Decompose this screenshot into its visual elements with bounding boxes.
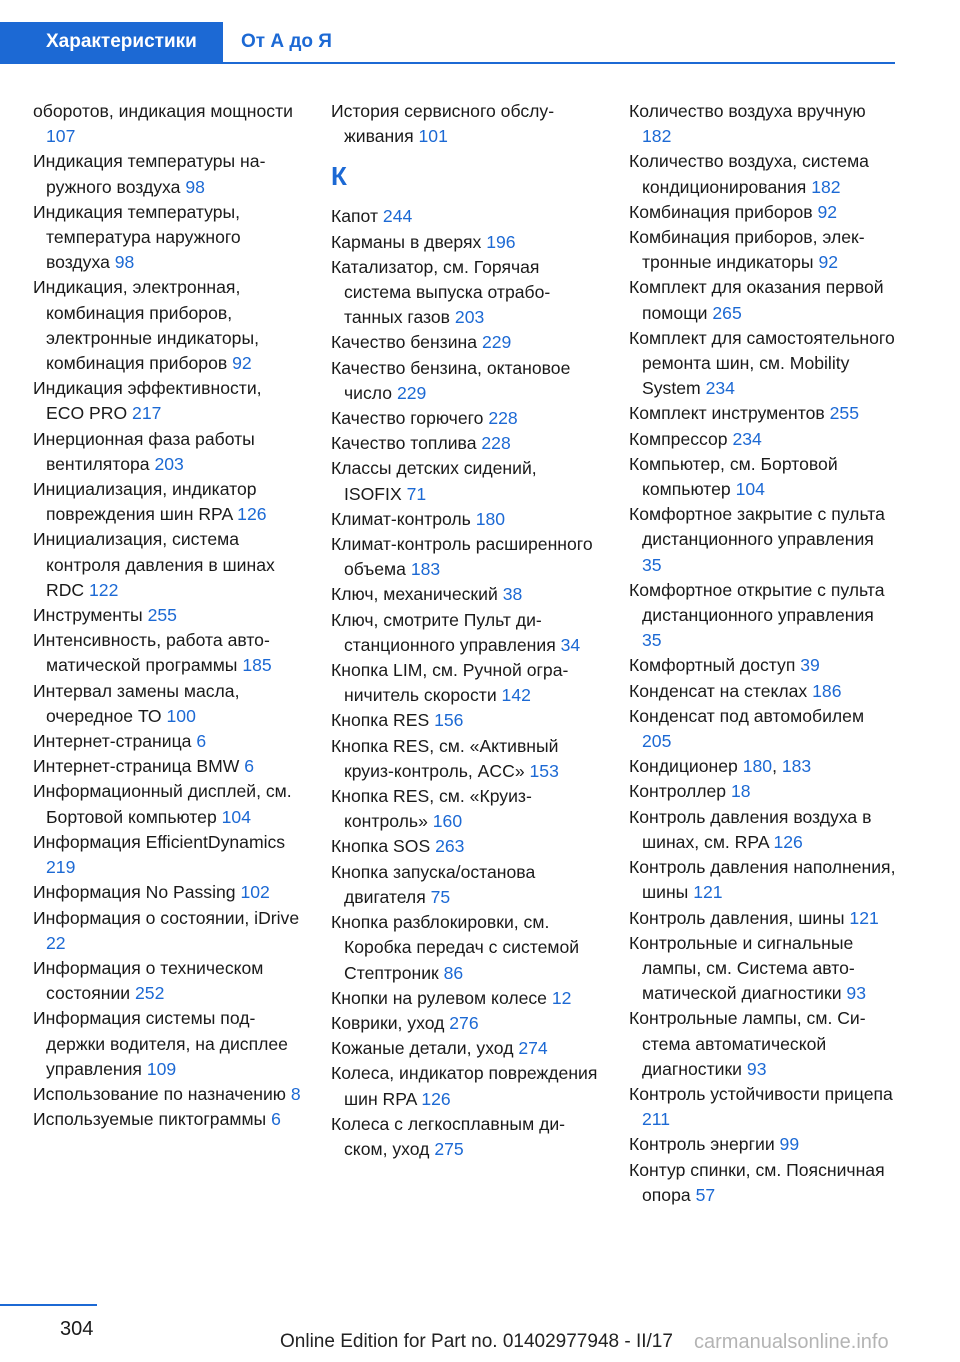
index-term: Комплект инструментов (629, 403, 825, 424)
page-link[interactable]: 211 (642, 1109, 671, 1130)
index-entry (331, 834, 599, 859)
index-term: Контроль устойчивости прицепа (629, 1083, 893, 1104)
index-entry (331, 910, 599, 986)
page-link[interactable]: 219 (46, 857, 76, 878)
index-term: Комфортный доступ (629, 655, 796, 676)
index-entry (629, 1006, 897, 1082)
watermark: carmanualsonline.info (694, 1331, 889, 1353)
page-link[interactable]: 217 (132, 403, 162, 424)
index-term: Компрессор (629, 428, 728, 449)
index-term: Инструменты (33, 605, 143, 626)
index-term: Контроль давления, шины (629, 907, 845, 928)
index-term: Использование по назначению (33, 1083, 286, 1104)
index-term: Комбинация приборов (629, 201, 813, 222)
index-term: Интенсивность, работа автоматической программы (33, 630, 270, 676)
index-term: Классы детских сидений, ISOFIX (331, 458, 537, 504)
index-term: Количество воздуха вручную (629, 101, 866, 121)
page-link[interactable]: 228 (488, 408, 518, 429)
page-link[interactable]: 153 (529, 760, 559, 781)
index-term: Интернет-страница (33, 731, 192, 752)
page-link[interactable]: 156 (434, 710, 464, 731)
index-entry (33, 830, 301, 880)
index-term: Коврики, уход (331, 1012, 445, 1033)
page-link[interactable]: 121 (849, 907, 879, 928)
page-link[interactable]: 92 (818, 252, 839, 273)
index-term: Кнопка LIM, см. Ручной ограничитель скорости (331, 660, 569, 706)
index-entry (629, 855, 897, 905)
page-link[interactable]: 6 (271, 1109, 281, 1130)
page-link[interactable]: 263 (435, 836, 465, 857)
page-link[interactable]: 229 (481, 332, 512, 353)
index-term: Карманы в дверях (331, 231, 482, 252)
section-tabbar (0, 22, 895, 64)
index-entry (33, 880, 301, 905)
index-entry (331, 99, 599, 149)
index-term: Инициализация, индикатор повреждения шин RPA (33, 479, 257, 525)
index-entry (629, 99, 897, 149)
page-link[interactable]: 6 (244, 756, 255, 777)
index-entry (331, 608, 599, 658)
page-link[interactable]: 183 (781, 756, 812, 777)
index-term: Индикация температуры наружного воздуха (33, 151, 266, 197)
index-entry (33, 477, 301, 527)
index-term: Контур спинки, см. Поясничная опора (629, 1159, 885, 1205)
index-term: Капот (331, 206, 379, 227)
index-entry (33, 779, 301, 829)
index-term: Интервал замены масла, очередное ТО (33, 680, 240, 726)
index-term: Комбинация приборов, электронные индикаторы (629, 227, 865, 273)
page-link[interactable]: 265 (712, 302, 742, 323)
page-link[interactable]: 186 (812, 680, 842, 701)
index-entry (33, 628, 301, 678)
index-term: Кнопка RES, см. «Активный круиз-контроль, ACC» (331, 735, 559, 781)
page-link[interactable]: 121 (693, 882, 723, 903)
page-link[interactable]: 86 (443, 962, 464, 983)
edition-info: Online Edition for Part no. 01402977948 - II/17 (280, 1331, 673, 1352)
index-entry (33, 754, 301, 779)
index-entry (33, 906, 301, 956)
index-term: Комфортное открытие с пульта дистанционного управления (629, 579, 885, 626)
index-entry (331, 255, 599, 331)
page-link[interactable]: 180 (475, 508, 506, 529)
index-entry (331, 582, 599, 607)
page-link[interactable]: 126 (421, 1088, 451, 1109)
index-entry (629, 704, 897, 754)
index-term: Индикация, электронная, комбинация приборов, электронные индикаторы, комбинация приборов (33, 277, 259, 374)
index-entry (331, 1036, 599, 1061)
index-entry (629, 653, 897, 678)
page-link[interactable]: 196 (486, 231, 516, 252)
page-link[interactable]: 276 (449, 1012, 479, 1033)
page-link[interactable]: 234 (732, 428, 762, 449)
index-entry (331, 456, 599, 506)
index-column-3 (629, 99, 897, 1208)
index-term: Кондиционер (629, 756, 738, 777)
page-link[interactable]: 98 (185, 176, 205, 197)
page-link[interactable]: 104 (735, 479, 765, 500)
page-link[interactable]: 203 (454, 307, 485, 328)
page-link[interactable]: 102 (240, 882, 270, 903)
index-term: Информация о состоянии, iDrive (33, 907, 300, 928)
index-term: Контрольные лампы, см. Система автоматической диагностики (629, 1008, 866, 1079)
index-term: Интернет-страница BMW (33, 756, 240, 777)
index-term: Кнопки на рулевом колесе (331, 987, 547, 1008)
index-entry (33, 1107, 301, 1132)
page-link[interactable]: 104 (221, 806, 251, 827)
page-link[interactable]: 39 (800, 655, 820, 676)
index-entry (33, 427, 301, 477)
index-entry (629, 1158, 897, 1208)
index-term: Комфортное закрытие с пульта дистанционного управления (629, 504, 885, 550)
page-link[interactable]: 100 (166, 705, 196, 726)
page-link[interactable]: 182 (811, 176, 841, 197)
index-entry (331, 658, 599, 708)
index-entry (629, 1082, 897, 1132)
index-entry (331, 204, 599, 229)
index-entry (629, 149, 897, 199)
page-link[interactable]: 75 (430, 886, 451, 907)
page-link[interactable]: 160 (432, 811, 463, 832)
page-link[interactable]: 228 (481, 433, 511, 454)
index-term: Компьютер, см. Бортовой компьютер (629, 453, 838, 500)
page-link[interactable]: 6 (196, 731, 207, 752)
index-entry (331, 708, 599, 733)
page-link[interactable]: 35 (642, 554, 662, 575)
page-link[interactable]: 93 (846, 983, 866, 1004)
index-term: Информационный дисплей, см. Бортовой компьютер (33, 781, 292, 827)
page-link[interactable]: 38 (502, 584, 523, 605)
index-term: Кожаные детали, уход (331, 1038, 514, 1059)
index-entry (33, 679, 301, 729)
index-term: Ключ, смотрите Пульт дистанционного управления (331, 609, 556, 655)
index-entry (331, 1061, 599, 1111)
index-entry (629, 906, 897, 931)
index-entry (331, 406, 599, 431)
index-term: Кнопка запуска/останова двигателя (331, 861, 536, 907)
page-link[interactable]: 109 (146, 1058, 177, 1079)
index-term: Используемые пиктограммы (33, 1109, 267, 1130)
index-term: Информация системы поддержки водителя, на дисплее управления (33, 1008, 288, 1079)
page-link[interactable]: 57 (695, 1184, 716, 1205)
index-term: Катализатор, см. Горячая система выпуска отработанных газов (331, 256, 551, 328)
page-link[interactable]: 12 (551, 987, 572, 1008)
index-term: Индикация температуры, температура наружного воздуха (33, 201, 241, 273)
page-link[interactable]: 234 (705, 378, 735, 399)
index-term: Климат-контроль (331, 508, 471, 529)
index-column-1 (33, 99, 301, 1132)
index-entry (33, 527, 301, 603)
page-link[interactable]: 122 (89, 579, 119, 600)
index-term: История сервисного обслуживания (331, 101, 555, 147)
index-term: Колеса, индикатор повреждения шин RPA (331, 1063, 598, 1109)
index-term: Конденсат под автомобилем (629, 705, 865, 726)
index-entry (629, 401, 897, 426)
index-entry (33, 729, 301, 754)
page-number: 304 (60, 1318, 94, 1340)
index-term: Контроль давления воздуха в шинах, см. RPA (629, 806, 872, 852)
tab-a-to-z[interactable]: От А до Я (241, 31, 332, 52)
page-link[interactable]: 101 (418, 126, 448, 147)
index-term: Контрольные и сигнальные лампы, см. Система автоматической диагностики (629, 932, 855, 1004)
page-link[interactable]: 107 (46, 126, 76, 147)
page-link[interactable]: 252 (135, 983, 165, 1004)
index-entry (331, 784, 599, 834)
index-term: Контроль энергии (629, 1134, 775, 1155)
index-entry (331, 860, 599, 910)
index-entry (331, 356, 599, 406)
index-entry (33, 149, 301, 199)
page-link[interactable]: 183 (410, 559, 441, 580)
index-entry (629, 452, 897, 502)
index-entry (33, 275, 301, 376)
index-term: Контроллер (629, 781, 727, 802)
index-term: Качество бензина (331, 332, 478, 353)
index-term: Индикация эффективности, ECO PRO (33, 378, 262, 424)
page-link[interactable]: 71 (406, 483, 427, 504)
index-entry (629, 326, 897, 402)
index-term: Информация о техническом состоянии (33, 957, 264, 1004)
index-entry (331, 1011, 599, 1036)
page-link[interactable]: 142 (501, 685, 531, 706)
index-term: Кнопка RES (331, 710, 430, 731)
index-term: Кнопка RES, см. «Круиз-контроль» (331, 786, 532, 832)
index-entry (331, 532, 599, 582)
index-entry (629, 225, 897, 275)
index-entry (629, 679, 897, 704)
index-term: Колеса с легкосплавным диском, уход (331, 1113, 566, 1159)
page-link[interactable]: 275 (434, 1138, 464, 1159)
index-entry (33, 200, 301, 276)
page-link[interactable]: 229 (396, 382, 427, 403)
index-term: Качество бензина, октановое число (331, 357, 571, 403)
index-term: Кнопка разблокировки, см. Коробка передач с системой Стептроник (331, 912, 580, 983)
page-link[interactable]: 244 (382, 206, 413, 227)
index-term: Инерционная фаза работы вентилятора (33, 428, 255, 474)
page-link[interactable]: 255 (829, 403, 859, 424)
index-entry (629, 275, 897, 325)
index-entry (331, 230, 599, 255)
page-link[interactable]: 185 (242, 655, 272, 676)
index-entry (629, 502, 897, 578)
index-term: оборотов, индикация мощности (33, 101, 293, 121)
index-term: Комплект для оказания первой помощи (629, 277, 884, 323)
index-term: Информация EfficientDynamics (33, 831, 286, 852)
page-link[interactable]: 93 (746, 1058, 767, 1079)
page-link[interactable]: 18 (730, 781, 751, 802)
index-term: Количество воздуха, система кондиционирования (629, 151, 869, 197)
tab-characteristics[interactable]: Характеристики (0, 22, 223, 62)
index-term: Ключ, механический (331, 584, 498, 605)
index-term: Информация No Passing (33, 882, 236, 903)
index-entry (33, 99, 301, 149)
index-entry (629, 805, 897, 855)
index-entry (331, 986, 599, 1011)
index-entry (33, 603, 301, 628)
index-term: Качество горючего (331, 408, 484, 429)
index-entry (331, 330, 599, 355)
page-link[interactable]: 126 (237, 504, 267, 525)
page-link[interactable]: 126 (773, 831, 803, 852)
index-term: Качество топлива (331, 433, 477, 454)
index-entry (33, 1082, 301, 1107)
index-entry (331, 1112, 599, 1162)
index-entry (331, 734, 599, 784)
page-link[interactable]: 255 (147, 605, 177, 626)
page-link[interactable]: 22 (46, 932, 66, 953)
page-link[interactable]: 98 (114, 252, 135, 273)
index-entry: Кондиционер 180, 183 (629, 756, 812, 777)
footer-rule (0, 1304, 97, 1306)
page-link[interactable]: 35 (642, 630, 662, 651)
index-entry (33, 376, 301, 426)
header-rule (0, 62, 895, 64)
page-link[interactable]: 99 (779, 1134, 800, 1155)
index-term: Климат-контроль расширенного объема (331, 534, 593, 580)
page-link[interactable]: 203 (154, 453, 184, 474)
section-letter: К (331, 161, 347, 192)
index-entry (629, 1132, 897, 1157)
index-entry (331, 431, 599, 456)
index-term: Контроль давления наполнения, шины (629, 857, 896, 903)
index-entry (33, 1006, 301, 1082)
index-column-2 (331, 99, 599, 1162)
page-link[interactable]: 92 (232, 353, 252, 374)
page-link[interactable]: 92 (817, 201, 838, 222)
index-term: Комплект для самостоятельного ремонта шин, см. Mobility System (629, 327, 895, 399)
index-entry (629, 578, 897, 654)
page-link[interactable]: 182 (642, 126, 672, 147)
page-link[interactable]: 205 (642, 731, 672, 752)
index-entry (629, 779, 897, 804)
page-link[interactable]: 180 (742, 756, 773, 777)
index-term: Конденсат на стеклах (629, 680, 808, 701)
page-link[interactable]: 8 (290, 1083, 301, 1104)
index-entry (331, 507, 599, 532)
index-entry (629, 931, 897, 1007)
index-term: Кнопка SOS (331, 836, 431, 857)
page-link[interactable]: 34 (560, 634, 581, 655)
index-entry (629, 427, 897, 452)
index-entry (33, 956, 301, 1006)
index-entry (629, 200, 897, 225)
page-link[interactable]: 274 (518, 1038, 548, 1059)
index-term: Инициализация, система контроля давления в шинах RDC (33, 529, 275, 600)
